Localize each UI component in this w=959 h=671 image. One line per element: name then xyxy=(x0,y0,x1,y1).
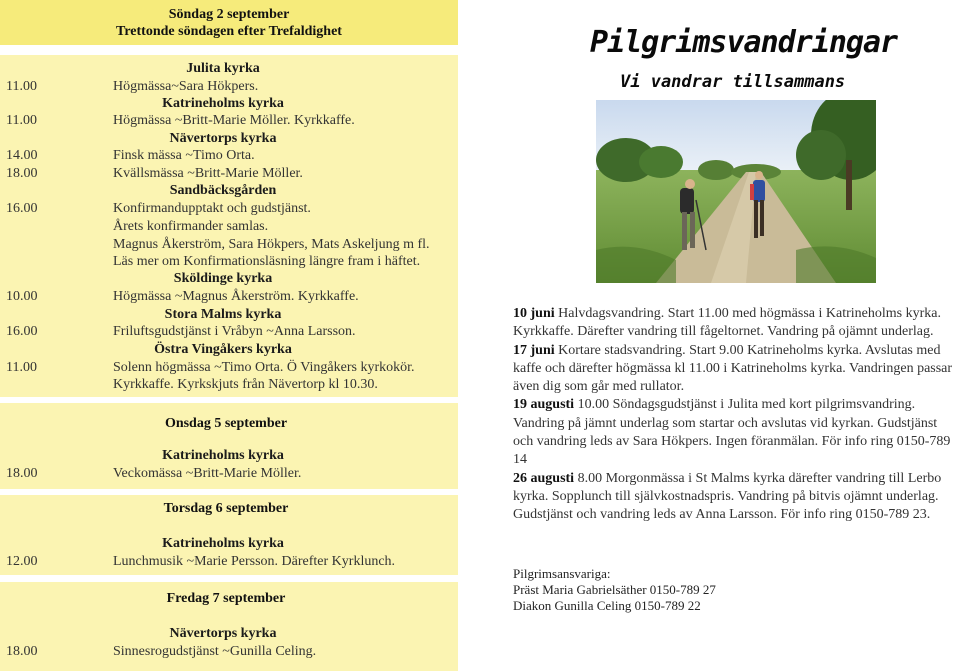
event-desc: Årets konfirmander samlas. xyxy=(113,219,269,234)
location-julita: Julita kyrka xyxy=(186,61,260,76)
time: 10.00 xyxy=(6,289,38,304)
event-desc: Kyrkkaffe. Kyrkskjuts från Nävertorp kl 10.30. xyxy=(113,377,378,392)
time: 18.00 xyxy=(6,644,38,659)
event-desc: Kvällsmässa ~Britt-Marie Möller. xyxy=(113,166,303,181)
location-katrineholm: Katrineholms kyrka xyxy=(162,536,284,551)
time: 16.00 xyxy=(6,324,38,339)
pilgrim-title: Pilgrimsvandringar xyxy=(590,25,898,60)
location-ostra-vingaker: Östra Vingåkers kyrka xyxy=(154,342,292,357)
wednesday-date: Onsdag 5 september xyxy=(164,416,288,431)
event-desc: Magnus Åkerström, Sara Hökpers, Mats Askeljung m fl. xyxy=(113,237,430,252)
event-desc: Lunchmusik ~Marie Persson. Därefter Kyrklunch. xyxy=(113,554,396,569)
contacts-heading: Pilgrimsansvariga: xyxy=(513,566,611,581)
event-desc: Högmässa~Sara Hökpers. xyxy=(113,79,259,94)
location-sandbacksgarden: Sandbäcksgården xyxy=(169,183,277,198)
sunday-subtitle: Trettonde söndagen efter Trefaldighet xyxy=(116,24,342,39)
time: 11.00 xyxy=(6,360,37,375)
entry-date: 17 juni xyxy=(513,342,555,358)
thursday-date: Torsdag 6 september xyxy=(163,501,289,516)
entry-text: 8.00 Morgonmässa i St Malms kyrka därefter vandring till Lerbo kyrka. Sopplunch till självkostnadspris. Vandring på bitvis ojämnt underlag. Gudstjänst och vandring leds av Anna Larsson. För info ring 0150-789 23. xyxy=(513,470,942,523)
pilgrim-entry xyxy=(513,470,953,525)
entry-text: Kortare stadsvandring. Start 9.00 Katrineholms kyrka. Avslutas med kaffe och därefter högmässa kl 11.00 i Katrineholms kyrka. Vandringen passar även dig som går med rullator. xyxy=(513,342,953,395)
location-katrineholm: Katrineholms kyrka xyxy=(162,96,284,111)
event-desc: Läs mer om Konfirmationsläsning längre fram i häftet. xyxy=(113,254,421,269)
time: 16.00 xyxy=(6,201,38,216)
friday-date: Fredag 7 september xyxy=(166,591,286,606)
event-desc: Finsk mässa ~Timo Orta. xyxy=(113,148,255,163)
pilgrim-entries xyxy=(513,305,953,525)
pilgrim-entry xyxy=(513,305,953,342)
time: 11.00 xyxy=(6,79,37,94)
time: 14.00 xyxy=(6,148,38,163)
entry-text: Halvdagsvandring. Start 11.00 med högmässa i Katrineholms kyrka. Kyrkkaffe. Därefter vandring till fågeltornet. Vandring på ojämnt underlag. xyxy=(513,306,941,340)
schedule-column xyxy=(0,0,458,671)
location-skoldinge: Sköldinge kyrka xyxy=(173,271,273,286)
time: 12.00 xyxy=(6,554,38,569)
entry-date: 19 augusti xyxy=(513,397,575,413)
event-desc: Högmässa ~Britt-Marie Möller. Kyrkkaffe. xyxy=(113,113,355,128)
sunday-date: Söndag 2 september xyxy=(168,7,290,22)
location-navertorp: Nävertorps kyrka xyxy=(169,626,277,641)
event-desc: Veckomässa ~Britt-Marie Möller. xyxy=(113,466,302,481)
contact-item: Präst Maria Gabrielsäther 0150-789 27 xyxy=(513,582,716,597)
entry-text: 10.00 Söndagsgudstjänst i Julita med kort pilgrimsvandring. Vandring på jämnt underlag som startar och avslutas vid kyrkan. Gudstjänst och vandring leds av Sara Hökpers. Ingen föranmälan. För info ring 0150-789 14 xyxy=(513,397,951,468)
pilgrim-subtitle: Vi vandrar tillsammans xyxy=(620,72,846,92)
time: 18.00 xyxy=(6,166,38,181)
event-desc: Friluftsgudstjänst i Vråbyn ~Anna Larsson. xyxy=(113,324,356,339)
contact-item: Diakon Gunilla Celing 0150-789 22 xyxy=(513,598,701,613)
time: 18.00 xyxy=(6,466,38,481)
event-desc: Solenn högmässa ~Timo Orta. Ö Vingåkers kyrkokör. xyxy=(113,360,415,375)
time: 11.00 xyxy=(6,113,37,128)
location-stora-malm: Stora Malms kyrka xyxy=(164,307,282,322)
hiking-photo xyxy=(596,100,876,283)
location-navertorp: Nävertorps kyrka xyxy=(169,131,277,146)
location-katrineholm: Katrineholms kyrka xyxy=(162,448,284,463)
event-desc: Högmässa ~Magnus Åkerström. Kyrkkaffe. xyxy=(113,289,359,304)
pilgrim-entry xyxy=(513,396,953,469)
entry-date: 10 juni xyxy=(513,306,555,321)
event-desc: Sinnesrogudstjänst ~Gunilla Celing. xyxy=(113,644,317,659)
entry-date: 26 augusti xyxy=(513,470,575,486)
pilgrim-entry xyxy=(513,342,953,397)
event-desc: Konfirmandupptakt och gudstjänst. xyxy=(113,201,311,216)
